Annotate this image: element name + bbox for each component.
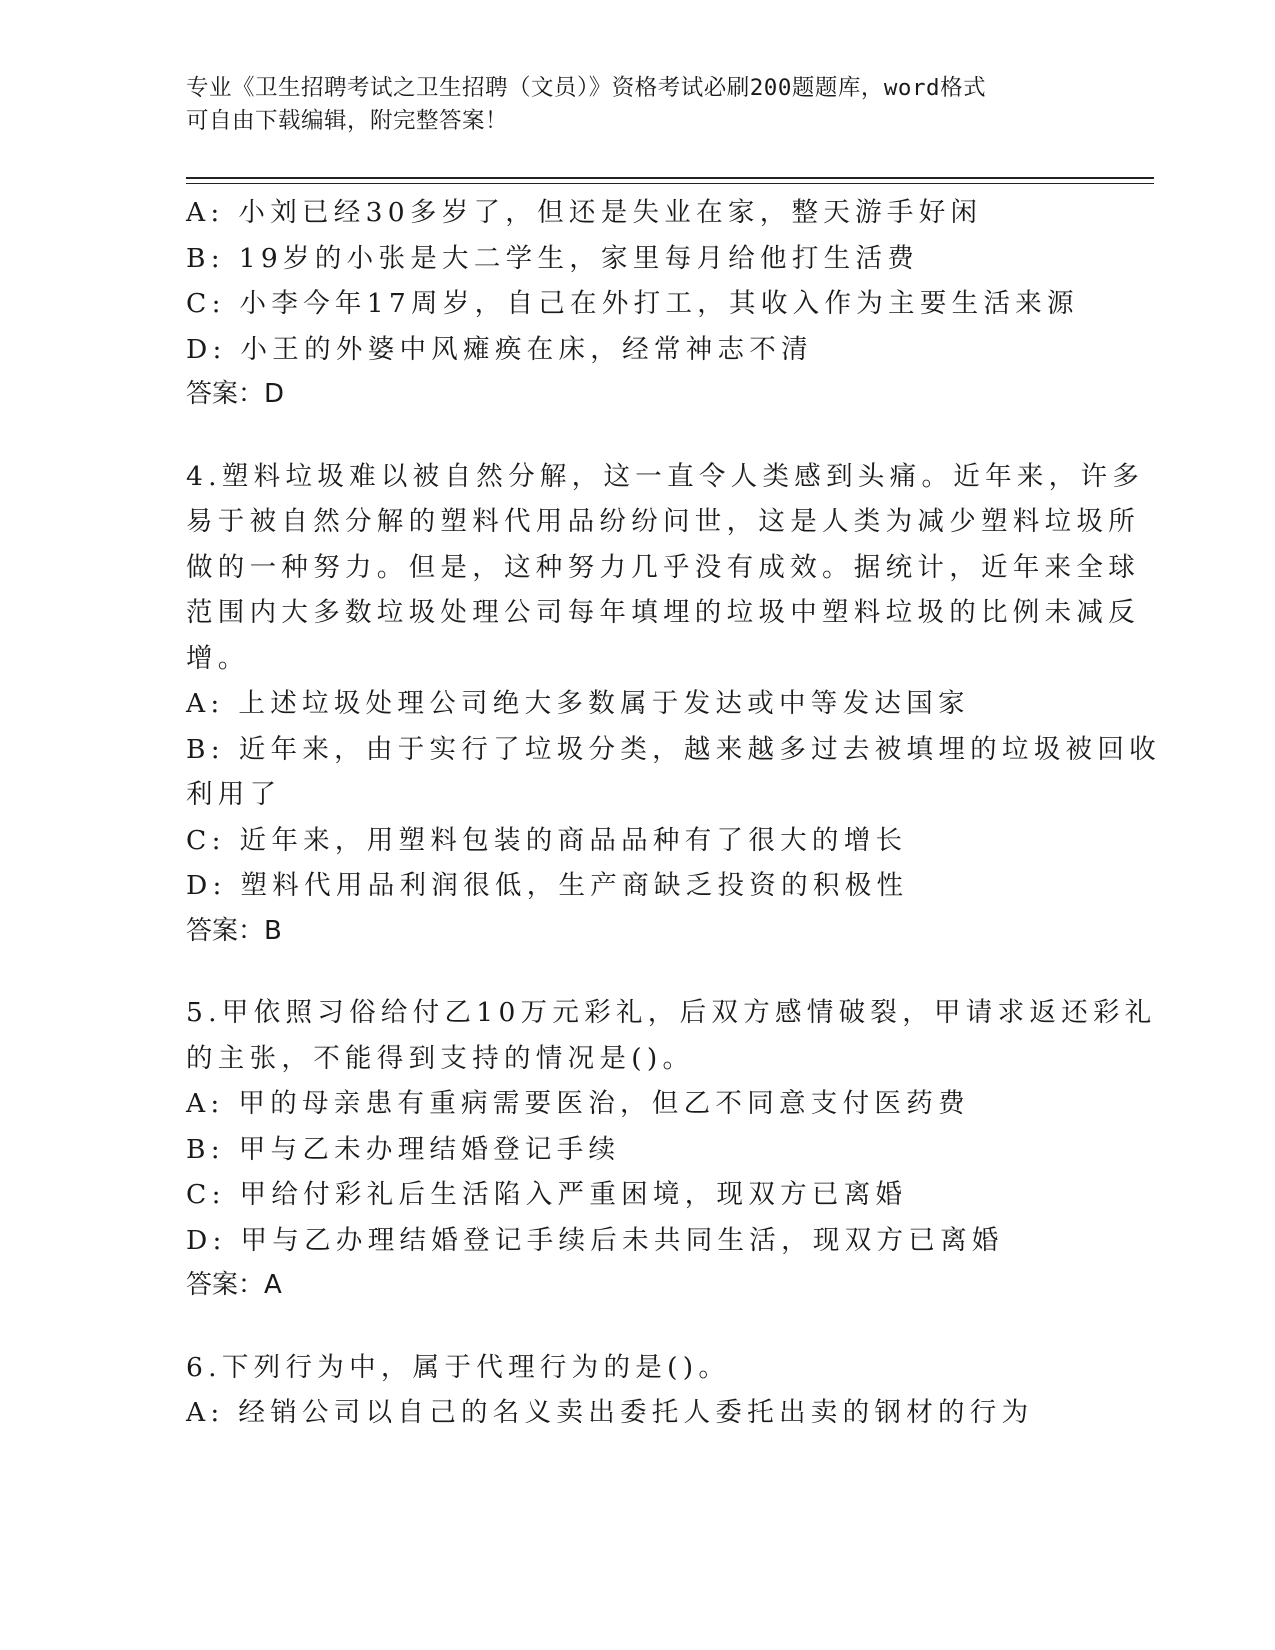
question-stem-line: 的主张，不能得到支持的情况是()。 — [186, 1042, 695, 1074]
question-5 — [186, 990, 1157, 1309]
spacer — [186, 954, 1086, 990]
header-line-2: 可自由下载编辑，附完整答案！ — [186, 108, 509, 134]
answer: 答案：D — [186, 379, 285, 409]
option-c: C: 小李今年17周岁，自己在外打工，其收入作为主要生活来源 — [186, 288, 1079, 319]
question-stem-line: 增。 — [186, 642, 250, 674]
option-d: D: 小王的外婆中风瘫痪在床，经常神志不清 — [186, 333, 813, 365]
option-d: D: 甲与乙办理结婚登记手续后未共同生活，现双方已离婚 — [186, 1224, 1004, 1256]
option-b: B: 近年来，由于实行了垃圾分类，越来越多过去被填埋的垃圾被回收 — [186, 733, 1161, 765]
question-stem-line: 易于被自然分解的塑料代用品纷纷问世，这是人类为减少塑料垃圾所 — [186, 506, 1140, 537]
answer: 答案：B — [186, 915, 282, 946]
header-divider — [186, 177, 1154, 179]
question-stem-line: 4.塑料垃圾难以被自然分解，这一直令人类感到头痛。近年来，许多 — [186, 460, 1145, 492]
question-6 — [186, 1345, 1086, 1436]
question-stem-line: 做的一种努力。但是，这种努力几乎没有成效。据统计，近年来全球 — [186, 551, 1140, 583]
header-divider-thin — [186, 183, 1154, 184]
spacer — [186, 1309, 1086, 1345]
option-d: D: 塑料代用品利润很低，生产商缺乏投资的积极性 — [186, 870, 909, 901]
question-content — [186, 190, 1161, 1436]
option-b: B: 19岁的小张是大二学生，家里每月给他打生活费 — [186, 242, 920, 274]
question-4 — [186, 454, 1161, 955]
option-a: A: 上述垃圾处理公司绝大多数属于发达或中等发达国家 — [186, 688, 970, 719]
question-3 — [186, 190, 1086, 418]
question-stem-line: 范围内大多数垃圾处理公司每年填埋的垃圾中塑料垃圾的比例未减反 — [186, 597, 1140, 628]
option-a: A: 经销公司以自己的名义卖出委托人委托出卖的钢材的行为 — [186, 1397, 1034, 1428]
answer: 答案：A — [186, 1270, 282, 1300]
question-stem-line: 6.下列行为中，属于代理行为的是()。 — [186, 1351, 731, 1383]
option-b: B: 甲与乙未办理结婚登记手续 — [186, 1133, 621, 1165]
option-a: A: 甲的母亲患有重病需要医治，但乙不同意支付医药费 — [186, 1088, 970, 1119]
header-line-1: 专业《卫生招聘考试之卫生招聘（文员）》资格考试必刷200题题库，word格式 — [186, 75, 987, 101]
option-a: A: 小刘已经30多岁了，但还是失业在家，整天游手好闲 — [186, 197, 983, 228]
question-stem-line: 5.甲依照习俗给付乙10万元彩礼，后双方感情破裂，甲请求返还彩礼 — [186, 997, 1157, 1028]
option-c: C: 甲给付彩礼后生活陷入严重困境，现双方已离婚 — [186, 1179, 908, 1210]
option-b-continued: 利用了 — [186, 779, 282, 810]
option-c: C: 近年来，用塑料包装的商品品种有了很大的增长 — [186, 824, 908, 856]
document-header — [186, 72, 1066, 138]
spacer — [186, 418, 1086, 454]
